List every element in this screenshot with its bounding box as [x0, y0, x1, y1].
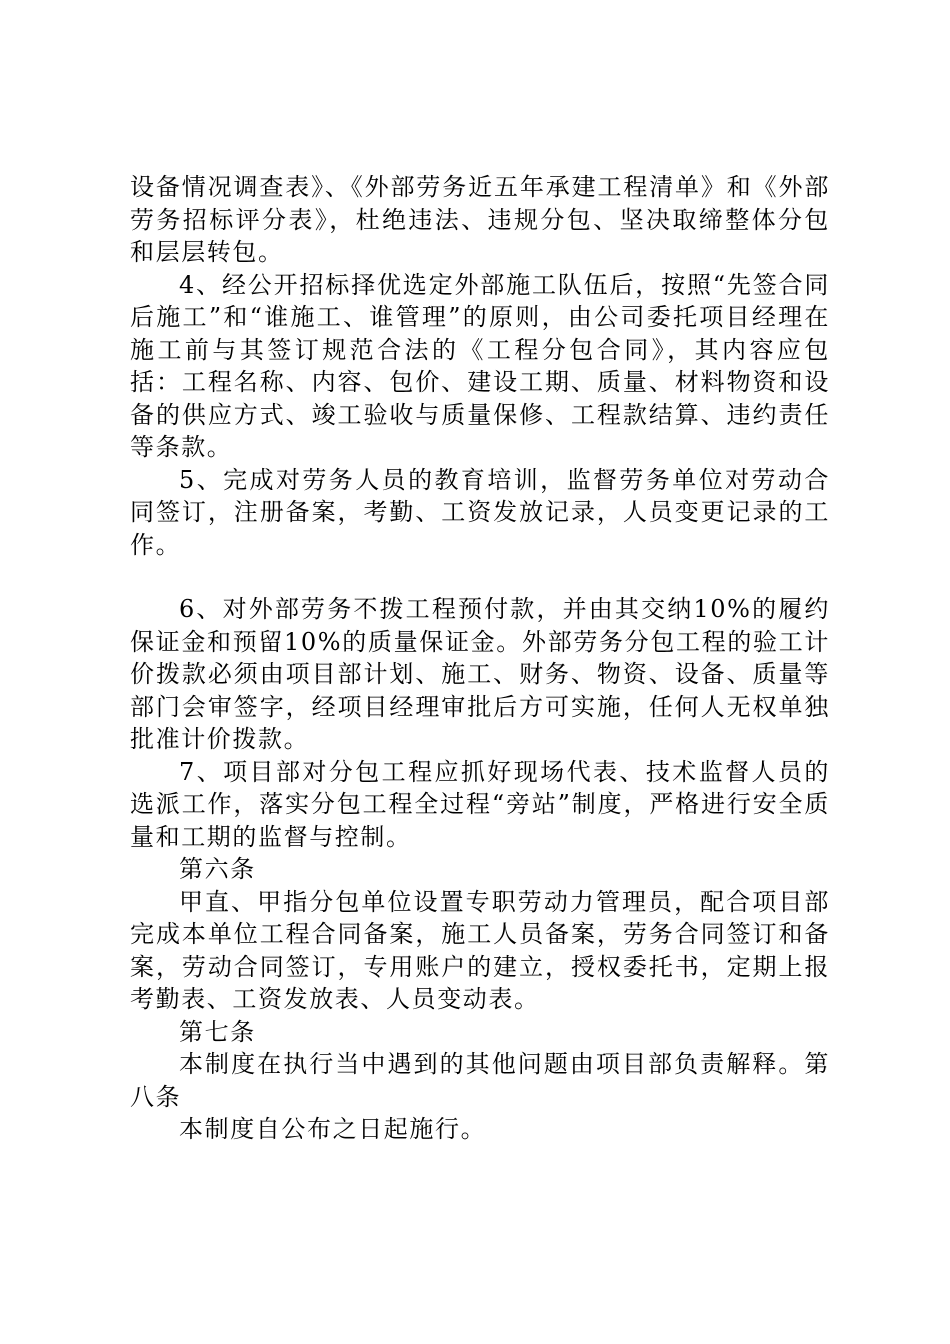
paragraph-item-7: 7、项目部对分包工程应抓好现场代表、技术监督人员的选派工作，落实分包工程全过程“旁站”制度，严格进行安全质量和工期的监督与控制。 — [130, 757, 830, 851]
paragraph-continuation: 设备情况调查表》、《外部劳务近五年承建工程清单》和《外部劳务招标评分表》，杜绝违法、违规分包、坚决取缔整体分包和层层转包。 — [130, 173, 830, 266]
article-heading-7: 第七条 — [179, 1017, 256, 1046]
article-6-body: 甲直、甲指分包单位设置专职劳动力管理员，配合项目部完成本单位工程合同备案，施工人员备案，劳务合同签订和备案，劳动合同签订，专用账户的建立，授权委托书，定期上报考勤表、工资发放表、人员变动表。 — [130, 887, 830, 1013]
paragraph-gap — [130, 561, 830, 593]
paragraph-item-5: 5、完成对劳务人员的教育培训，监督劳务单位对劳动合同签订，注册备案，考勤、工资发放记录，人员变更记录的工作。 — [130, 465, 830, 559]
document-body — [130, 171, 830, 1146]
article-heading-6: 第六条 — [179, 855, 256, 883]
article-7-body: 本制度在执行当中遇到的其他问题由项目部负责解释。第八条 — [130, 1050, 830, 1111]
paragraph-item-6: 6、对外部劳务不拨工程预付款，并由其交纳10%的履约保证金和预留10%的质量保证金。外部劳务分包工程的验工计价拨款必须由项目部计划、施工、财务、物资、设备、质量等部门会审签字，经项目经理审批后方可实施，任何人无权单独批准计价拨款。 — [130, 595, 830, 753]
paragraph-item-4: 4、经公开招标择优选定外部施工队伍后，按照“先签合同后施工”和“谁施工、谁管理”的原则，由公司委托项目经理在施工前与其签订规范合法的《工程分包合同》，其内容应包括：工程名称、内容、包价、建设工期、质量、材料物资和设备的供应方式、竣工验收与质量保修、工程款结算、违约责任等条款。 — [130, 270, 830, 461]
article-8-body: 本制度自公布之日起施行。 — [179, 1115, 487, 1143]
